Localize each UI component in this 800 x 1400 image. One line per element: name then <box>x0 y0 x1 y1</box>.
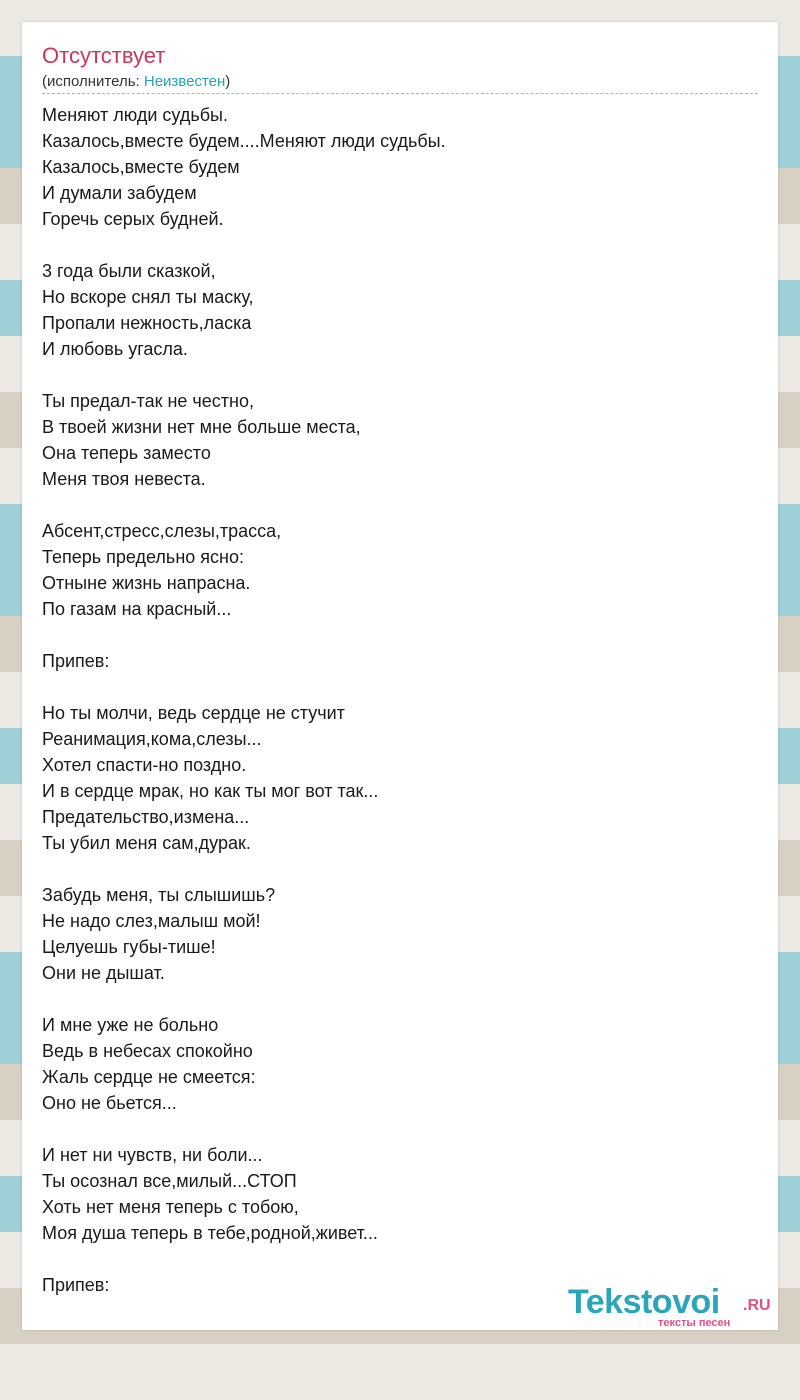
lyric-line: Горечь серых будней. <box>42 209 224 229</box>
logo-wordmark: Tekstovoi <box>568 1283 720 1321</box>
lyric-line: Теперь предельно ясно: <box>42 547 244 567</box>
lyric-line: Отныне жизнь напрасна. <box>42 573 251 593</box>
lyric-line: Хотел спасти-но поздно. <box>42 755 247 775</box>
lyric-line <box>42 492 758 518</box>
lyric-line: Предательство,измена... <box>42 807 250 827</box>
lyric-line: И нет ни чувств, ни боли... <box>42 1145 263 1165</box>
lyric-line: Припев: <box>42 1275 110 1295</box>
lyric-line: И в сердце мрак, но как ты мог вот так... <box>42 781 379 801</box>
lyric-line <box>42 362 758 388</box>
lyric-line <box>42 856 758 882</box>
logo-domain: .RU <box>743 1297 771 1314</box>
lyric-line <box>42 986 758 1012</box>
lyric-line: Жаль сердце не смеется: <box>42 1067 256 1087</box>
lyric-line: Припев: <box>42 651 110 671</box>
lyric-line: Она теперь заместо <box>42 443 211 463</box>
lyric-line: И мне уже не больно <box>42 1015 219 1035</box>
lyric-line: Забудь меня, ты слышишь? <box>42 885 276 905</box>
lyric-line: Хоть нет меня теперь с тобою, <box>42 1197 299 1217</box>
title-divider <box>42 93 758 94</box>
site-logo[interactable] <box>568 1284 778 1330</box>
lyric-line: Целуешь губы-тише! <box>42 937 216 957</box>
lyrics-text <box>42 102 758 1298</box>
lyric-line: Пропали нежность,ласка <box>42 313 252 333</box>
lyric-line: И любовь угасла. <box>42 339 188 359</box>
song-title: Отсутствует <box>42 43 166 68</box>
artist-line <box>42 72 230 92</box>
lyric-line: Они не дышат. <box>42 963 165 983</box>
lyric-line: Ты осознал все,милый...СТОП <box>42 1171 297 1191</box>
lyric-line <box>42 1246 758 1272</box>
background-stripe <box>0 1344 800 1400</box>
lyric-line: Меняют люди судьбы. <box>42 105 228 125</box>
lyric-line: Казалось,вместе будем <box>42 157 240 177</box>
lyric-line: Казалось,вместе будем....Меняют люди судьбы. <box>42 131 446 151</box>
lyric-line: Ты убил меня сам,дурак. <box>42 833 251 853</box>
lyric-line: И думали забудем <box>42 183 197 203</box>
lyric-line: Не надо слез,малыш мой! <box>42 911 261 931</box>
logo-subtitle: тексты песен <box>658 1317 731 1329</box>
lyric-line: В твоей жизни нет мне больше места, <box>42 417 361 437</box>
artist-link[interactable]: Неизвестен <box>143 73 226 90</box>
lyric-line: Но ты молчи, ведь сердце не стучит <box>42 703 345 723</box>
lyric-line: Оно не бьется... <box>42 1093 177 1113</box>
lyric-line: По газам на красный... <box>42 599 232 619</box>
lyric-line <box>42 232 758 258</box>
lyrics-card <box>22 22 778 1330</box>
lyric-line <box>42 674 758 700</box>
lyric-line: Абсент,стресс,слезы,трасса, <box>42 521 282 541</box>
lyric-line: Ведь в небесах спокойно <box>42 1041 253 1061</box>
lyric-line <box>42 1116 758 1142</box>
lyric-line: Но вскоре снял ты маску, <box>42 287 254 307</box>
lyric-line: Ты предал-так не честно, <box>42 391 254 411</box>
artist-suffix: ) <box>225 73 231 90</box>
lyric-line <box>42 622 758 648</box>
lyric-line: Моя душа теперь в тебе,родной,живет... <box>42 1223 378 1243</box>
lyric-line: 3 года были сказкой, <box>42 261 216 281</box>
lyric-line: Меня твоя невеста. <box>42 469 206 489</box>
lyric-line: Реанимация,кома,слезы... <box>42 729 262 749</box>
artist-prefix: (исполнитель: <box>42 73 144 90</box>
